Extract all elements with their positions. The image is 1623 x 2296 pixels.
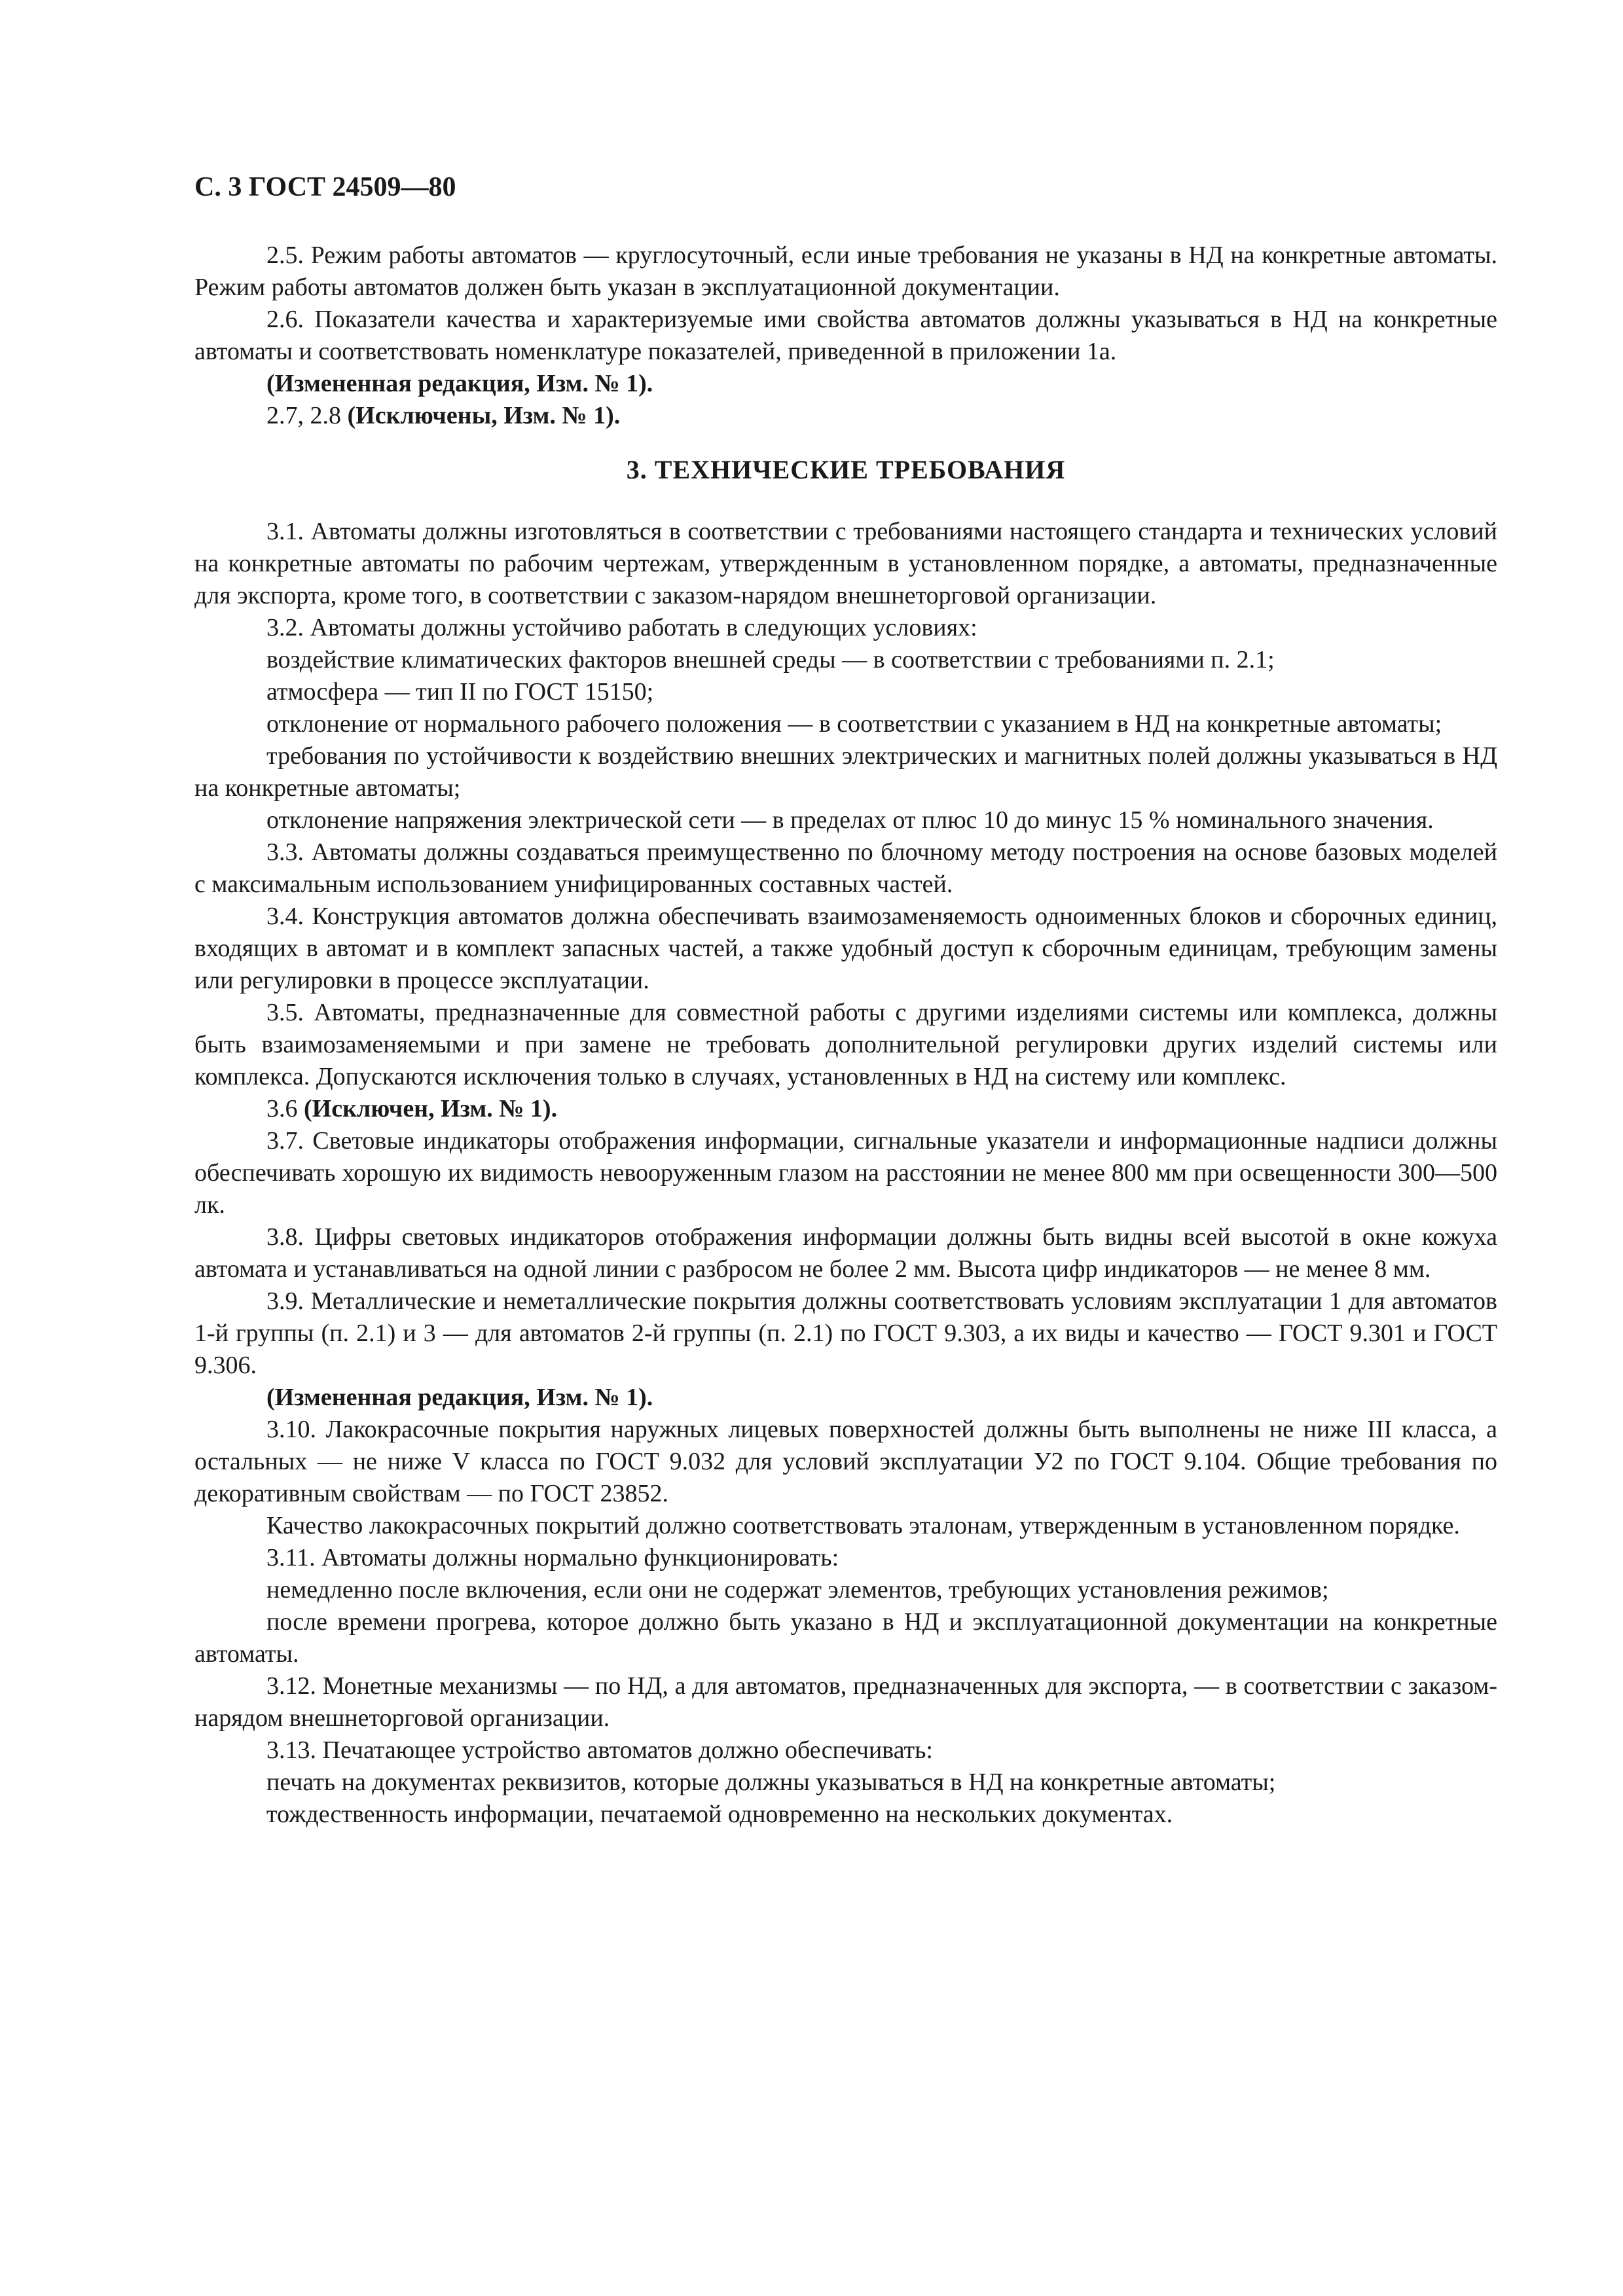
paragraph-3-11: 3.11. Автоматы должны нормально функционировать: bbox=[266, 1544, 839, 1571]
excluded-note-3-6: (Исключен, Изм. № 1). bbox=[304, 1095, 558, 1122]
paragraph-3-11-immediate: немедленно после включения, если они не содержат элементов, требующих установления режимов; bbox=[266, 1576, 1329, 1604]
paragraph-3-13-identity: тождественность информации, печатаемой одновременно на нескольких документах. bbox=[266, 1801, 1173, 1828]
paragraph-3-6 bbox=[194, 1093, 1497, 1125]
paragraph-3-2-atmosphere: атмосфера — тип II по ГОСТ 15150; bbox=[266, 678, 654, 706]
amendment-note-2-6: (Измененная редакция, Изм. № 1). bbox=[266, 370, 653, 397]
paragraph-3-1: 3.1. Автоматы должны изготовляться в соответствии с требованиями настоящего стандарта и технических условий на конкретные автоматы по рабочим чертежам, утвержденным в установленном порядке, а автоматы, предназначенные для экспорта, кроме того, в соответствии с заказом-нарядом внешнеторговой организации. bbox=[194, 518, 1497, 609]
paragraph-3-10: 3.10. Лакокрасочные покрытия наружных лицевых поверхностей должны быть выполнены не ниже III класса, а остальных — не ниже V класса по ГОСТ 9.032 для условий эксплуатации У2 по ГОСТ 9.104. Общие требования по декоративным свойствам — по ГОСТ 23852. bbox=[194, 1416, 1497, 1507]
paragraph-3-13-requisites: печать на документах реквизитов, которые должны указываться в НД на конкретные автоматы; bbox=[266, 1768, 1276, 1796]
paragraph-3-2: 3.2. Автоматы должны устойчиво работать в следующих условиях: bbox=[266, 614, 977, 641]
paragraph-3-2-climate: воздействие климатических факторов внешней среды — в соответствии с требованиями п. 2.1; bbox=[266, 646, 1275, 673]
paragraph-3-7: 3.7. Световые индикаторы отображения информации, сигнальные указатели и информационные надписи должны обеспечивать хорошую их видимость невооруженным глазом на расстоянии не менее 800 мм при освещенности 300—500 лк. bbox=[194, 1127, 1497, 1219]
paragraph-3-11-warmup: после времени прогрева, которое должно быть указано в НД и эксплуатационной документации на конкретные автоматы. bbox=[194, 1608, 1497, 1668]
paragraph-3-13: 3.13. Печатающее устройство автоматов должно обеспечивать: bbox=[266, 1736, 933, 1764]
paragraph-2-5: 2.5. Режим работы автоматов — круглосуточный, если иные требования не указаны в НД на конкретные автоматы. Режим работы автоматов должен быть указан в эксплуатационной документации. bbox=[194, 242, 1497, 301]
paragraph-3-10-quality: Качество лакокрасочных покрытий должно соответствовать эталонам, утвержденным в установленном порядке. bbox=[266, 1512, 1460, 1539]
section-title-technical-requirements: 3. ТЕХНИЧЕСКИЕ ТРЕБОВАНИЯ bbox=[626, 455, 1066, 484]
paragraph-3-9: 3.9. Металлические и неметаллические покрытия должны соответствовать условиям эксплуатации 1 для автоматов 1-й группы (п. 2.1) и 3 — для автоматов 2-й группы (п. 2.1) по ГОСТ 9.303, а их виды и качество — ГОСТ 9.301 и ГОСТ 9.306. bbox=[194, 1287, 1497, 1379]
page-header: С. 3 ГОСТ 24509—80 bbox=[194, 172, 456, 202]
paragraph-3-2-voltage: отклонение напряжения электрической сети — в пределах от плюс 10 до минус 15 % номинального значения. bbox=[266, 806, 1434, 834]
paragraph-3-8: 3.8. Цифры световых индикаторов отображения информации должны быть видны всей высотой в окне кожуха автомата и устанавливаться на одной линии с разбросом не более 2 мм. Высота цифр индикаторов — не менее 8 мм. bbox=[194, 1223, 1497, 1283]
paragraph-number-3-6: 3.6 bbox=[266, 1095, 298, 1122]
paragraph-3-12: 3.12. Монетные механизмы — по НД, а для автоматов, предназначенных для экспорта, — в соответствии с заказом-нарядом внешнеторговой организации. bbox=[194, 1672, 1497, 1732]
document-page bbox=[194, 168, 1497, 1831]
paragraph-3-5: 3.5. Автоматы, предназначенные для совместной работы с другими изделиями системы или комплекса, должны быть взаимозаменяемыми и при замене не требовать дополнительной регулировки других изделий системы или комплекса. Допускаются исключения только в случаях, установленных в НД на систему или комплекс. bbox=[194, 999, 1497, 1090]
paragraph-number-2-7: 2.7, 2.8 bbox=[266, 402, 341, 429]
paragraph-3-4: 3.4. Конструкция автоматов должна обеспечивать взаимозаменяемость одноименных блоков и сборочных единиц, входящих в автомат и в комплект запасных частей, а также удобный доступ к сборочным единицам, требующим замены или регулировки в процессе эксплуатации. bbox=[194, 903, 1497, 994]
paragraph-2-6: 2.6. Показатели качества и характеризуемые ими свойства автоматов должны указываться в НД на конкретные автоматы и соответствовать номенклатуре показателей, приведенной в приложении 1а. bbox=[194, 306, 1497, 365]
paragraph-3-2-fields: требования по устойчивости к воздействию внешних электрических и магнитных полей должны указываться в НД на конкретные автоматы; bbox=[194, 742, 1497, 802]
paragraph-3-3: 3.3. Автоматы должны создаваться преимущественно по блочному методу построения на основе базовых моделей с максимальным использованием унифицированных составных частей. bbox=[194, 838, 1497, 898]
paragraph-3-2-position: отклонение от нормального рабочего положения — в соответствии с указанием в НД на конкретные автоматы; bbox=[266, 710, 1442, 738]
amendment-note-3-9: (Измененная редакция, Изм. № 1). bbox=[266, 1384, 653, 1411]
paragraph-2-7-2-8 bbox=[194, 400, 1497, 432]
excluded-note-2-7: (Исключены, Изм. № 1). bbox=[347, 402, 621, 429]
